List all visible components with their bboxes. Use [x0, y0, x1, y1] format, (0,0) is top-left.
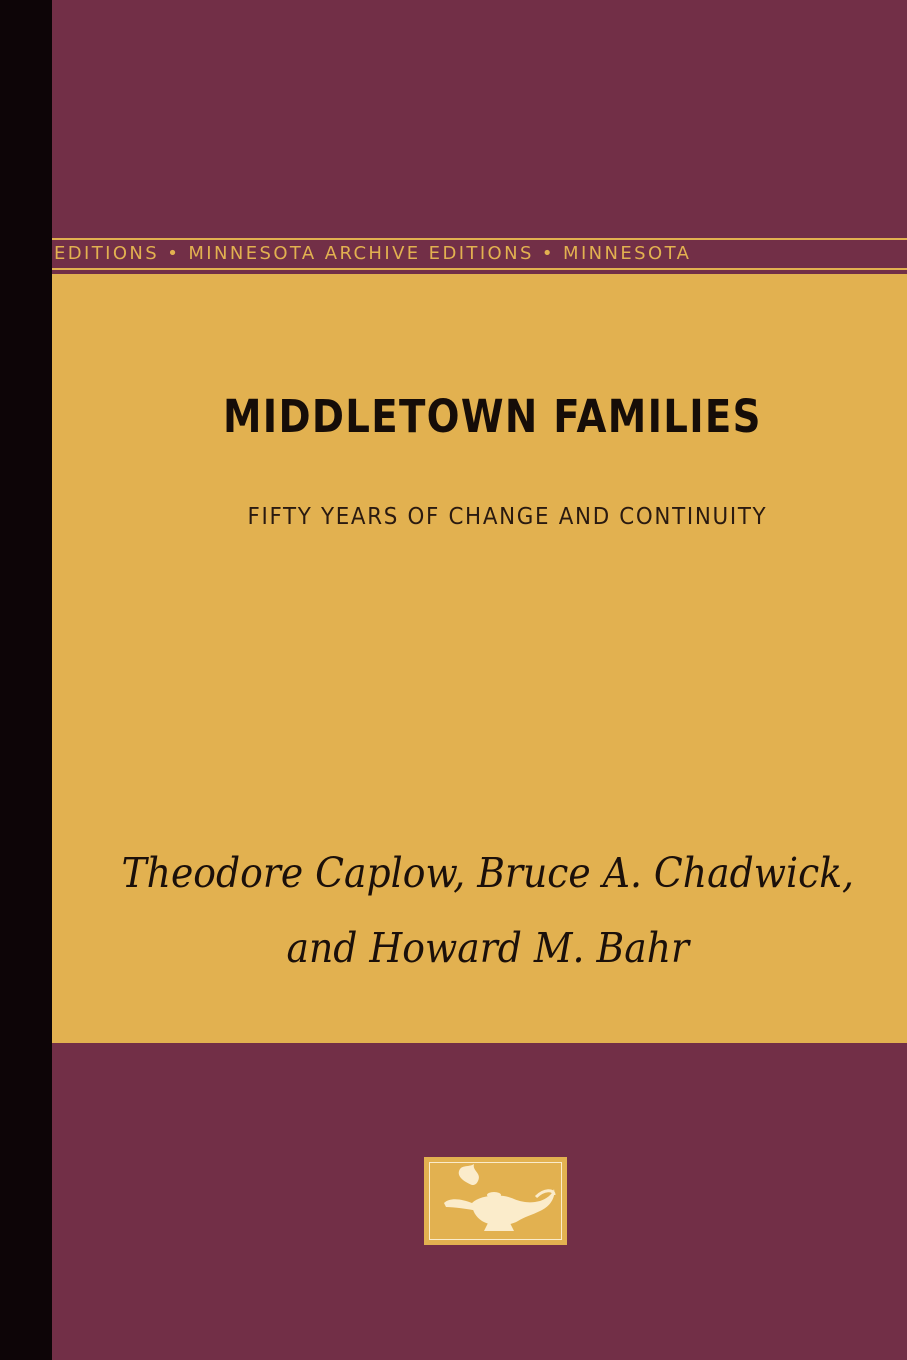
- book-authors: [86, 836, 873, 986]
- series-text: EDITIONS • MINNESOTA ARCHIVE EDITIONS • MINNESOTA: [54, 243, 692, 264]
- book-subtitle: FIFTY YEARS OF CHANGE AND CONTINUITY: [247, 504, 768, 530]
- series-rule-top: [52, 238, 907, 240]
- publisher-logo: [424, 1157, 567, 1245]
- title-panel: [52, 274, 907, 1043]
- series-band: [52, 234, 907, 274]
- authors-line-1: Theodore Caplow, Bruce A. Chadwick,: [121, 849, 855, 897]
- book-title: MIDDLETOWN FAMILIES: [222, 390, 762, 443]
- book-spine: [0, 0, 52, 1360]
- authors-line-2: and Howard M. Bahr: [286, 924, 690, 972]
- oil-lamp-icon: [432, 1163, 559, 1239]
- series-rule-bottom: [52, 268, 907, 270]
